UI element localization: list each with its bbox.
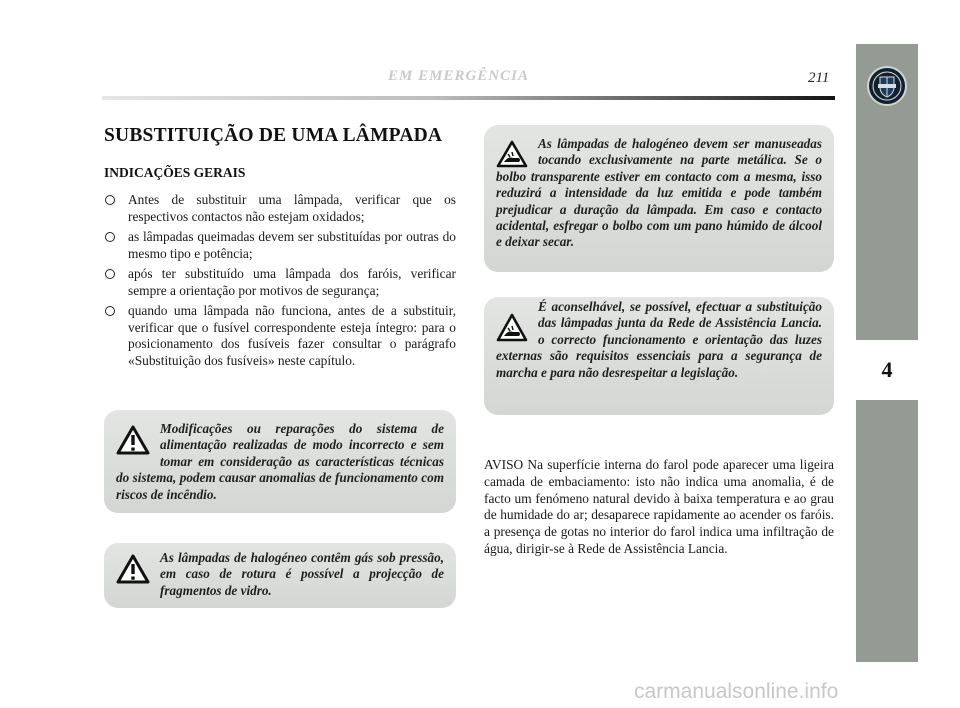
list-item-text: quando uma lâmpada não funciona, antes de a substituir, verificar que o fusível correspondente esteja íntegro: para o posicionamento dos fusíveis fazer consultar o parágrafo «Substituição dos fusíveis» neste capítulo. — [128, 303, 456, 368]
bullet-circle-icon — [105, 269, 115, 279]
warning-text: As lâmpadas de halogéneo contêm gás sob pressão, em caso de rotura é possível a projecção de fragmentos de vidro. — [160, 550, 444, 598]
warning-triangle-icon — [116, 425, 150, 455]
running-header-title: EM EMERGÊNCIA — [388, 68, 529, 84]
list-item-text: após ter substituído uma lâmpada dos faróis, verificar sempre a orientação por motivos de segurança; — [128, 266, 456, 298]
warning-text: Modificações ou reparações do sistema de alimentação realizadas de modo incorrecto e sem tomar em consideração as características técnicas do sistema, podem causar anomalias de funcionamento com riscos de incêndio. — [116, 421, 444, 502]
watermark: carmanualsonline.info — [634, 680, 839, 703]
warning-text: As lâmpadas de halogéneo devem ser manuseadas tocando exclusivamente na parte metálica. Se o bolbo transparente estiver em contacto com a mesma, isso reduzirá a intensidade da luz emitida e pode também prejudicar a duração da lâmpada. Em caso e contacto acidental, esfregar o bolbo com um pano húmido de álcool e deixar secar. — [496, 136, 822, 250]
chapter-number-box — [856, 340, 918, 400]
list-item-text: as lâmpadas queimadas devem ser substituídas por outras do mesmo tipo e potência; — [128, 229, 456, 261]
list-item — [104, 229, 456, 262]
subsection-title: INDICAÇÕES GERAIS — [104, 165, 246, 180]
warning-triangle-icon — [116, 554, 150, 584]
bullet-circle-icon — [105, 232, 115, 242]
section-title: SUBSTITUIÇÃO DE UMA LÂMPADA — [104, 125, 443, 146]
header-rule — [102, 96, 835, 100]
lancia-logo — [867, 66, 907, 106]
lancia-shield-icon — [871, 70, 903, 102]
list-item-text: Antes de substituir uma lâmpada, verificar que os respectivos contactos não estejam oxidados; — [128, 192, 456, 224]
bullet-circle-icon — [105, 195, 115, 205]
assistance-network-warning-box — [484, 297, 834, 415]
aviso-note: AVISO Na superfície interna do farol pode aparecer uma ligeira camada de embaciamento: isto não indica uma anomalia, é de facto um fenómeno natural devido à baixa temperatura e ao grau de humidade do ar; desaparece rapidamente ao acender os faróis. a presença de gotas no interior do farol indica uma infiltração de água, dirigir-se à Rede de Assistência Lancia. — [484, 457, 834, 556]
list-item — [104, 303, 456, 369]
halogen-handling-warning-box — [484, 125, 834, 272]
warning-text: É aconselhável, se possível, efectuar a substituição das lâmpadas junta da Rede de Assistência Lancia. o correcto funcionamento e orientação das luzes externas são requisitos essenciais para a segurança de marcha e para não desrespeitar a legislação. — [496, 299, 822, 380]
halogen-pressure-warning-box — [104, 543, 456, 608]
instructions-list — [104, 192, 456, 373]
list-item — [104, 266, 456, 299]
list-item — [104, 192, 456, 225]
fuel-system-warning-box — [104, 410, 456, 513]
hand-warning-icon — [496, 140, 528, 168]
bullet-circle-icon — [105, 306, 115, 316]
chapter-number: 4 — [881, 357, 893, 382]
page-number: 211 — [808, 70, 830, 86]
hand-warning-icon — [496, 313, 528, 343]
